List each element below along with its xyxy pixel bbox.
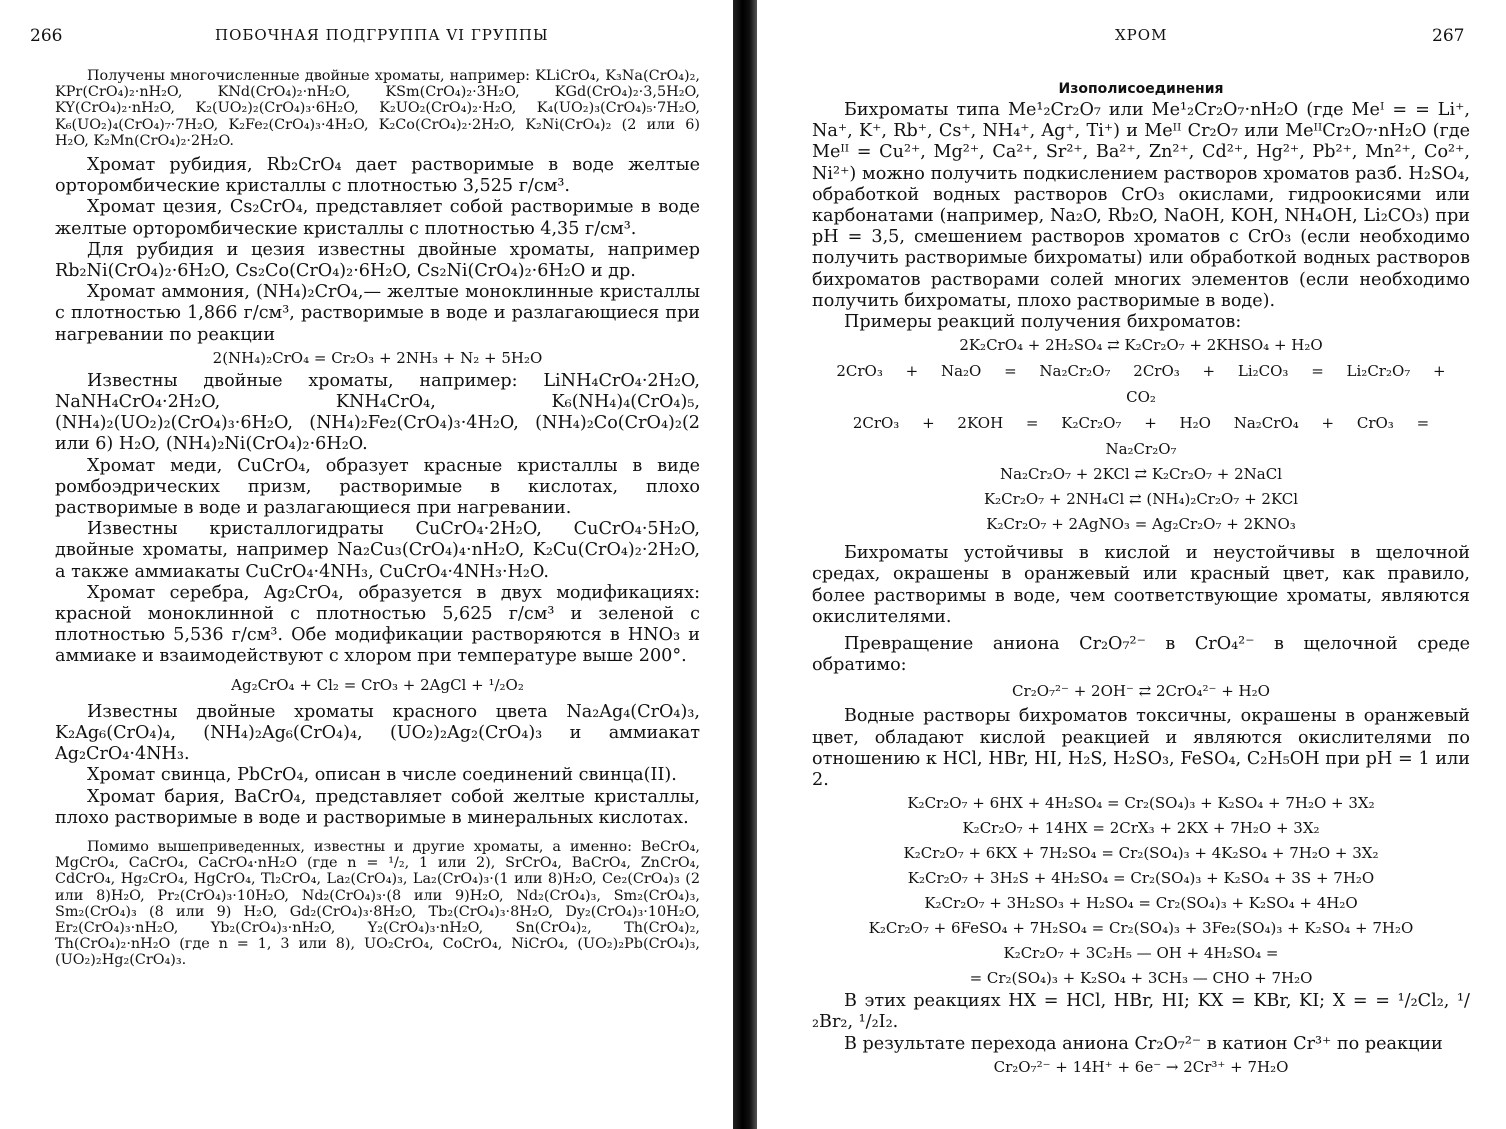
equation: K₂Cr₂O₇ + 6FeSO₄ + 7H₂SO₄ = Cr₂(SO₄)₃ + 3Fe₂(SO₄)₃ + K₂SO₄ + 7H₂O <box>868 919 1414 938</box>
paragraph: Превращение аниона Cr₂O₇²⁻ в CrO₄²⁻ в щелочной среде обратимо: <box>812 634 1470 676</box>
equation: 2CrO₃ + 2KOH = K₂Cr₂O₇ + H₂O <box>852 414 1211 433</box>
equation: K₂Cr₂O₇ + 2AgNO₃ = Ag₂Cr₂O₇ + 2KNO₃ <box>986 515 1296 534</box>
equation: K₂Cr₂O₇ + 3H₂SO₃ + H₂SO₄ = Cr₂(SO₄)₃ + K₂SO₄ + 4H₂O <box>924 894 1358 913</box>
equation: Cr₂O₇²⁻ + 14H⁺ + 6e⁻ → 2Cr³⁺ + 7H₂O <box>993 1057 1289 1076</box>
page-number: 267 <box>1432 26 1465 46</box>
paragraph: Хромат бария, BaCrO₄, представляет собой желтые кристаллы, плохо растворимые в воде и растворимые в минеральных кислотах. <box>55 786 700 828</box>
equation: K₂Cr₂O₇ + 2NH₄Cl ⇄ (NH₄)₂Cr₂O₇ + 2KCl <box>983 490 1299 509</box>
page-number: 266 <box>30 26 63 46</box>
equation-row <box>812 358 1470 410</box>
right-page <box>760 0 1506 1129</box>
paragraph: Хромат меди, CuCrO₄, образует красные кристаллы в виде ромбоэдрических призм, растворимые в кислотах, плохо растворимые в воде и разлагающиеся при нагревании. <box>55 455 700 519</box>
section-title: Изополисоединения <box>1058 81 1224 97</box>
paragraph: Хромат аммония, (NH₄)₂CrO₄,— желтые моноклинные кристаллы с плотностью 1,866 г/см³, растворимые в воде и разлагающиеся при нагревании по реакции <box>55 282 700 345</box>
paragraph: Хромат цезия, Cs₂CrO₄, представляет собой растворимые в воде желтые орторомбические кристаллы с плотностью 4,35 г/см³. <box>55 197 700 239</box>
running-head: ПОБОЧНАЯ ПОДГРУППА VI ГРУППЫ <box>215 26 549 44</box>
paragraph: Примеры реакций получения бихроматов: <box>844 312 1242 333</box>
paragraph: Хромат серебра, Ag₂CrO₄, образуется в двух модификациях: красной моноклинной с плотностью 5,625 г/см³ и зеленой с плотностью 5,536 г/см³. Обе модификации растворяются в HNO₃ и аммиаке и взаимодействуют с хлором при температуре выше 200°. <box>55 582 700 667</box>
paragraph: Хромат свинца, PbCrO₄, описан в числе соединений свинца(II). <box>87 765 677 786</box>
paragraph: Известны двойные хроматы, например: LiNH₄CrO₄·2H₂O, NaNH₄CrO₄·2H₂O, KNH₄CrO₄, K₆(NH₄)₄(CrO₄)₅, (NH₄)₂(UO₂)₂(CrO₄)₃·6H₂O, (NH₄)₂Fe₂(CrO₄)₃·4H₂O, (NH₄)₂Co(CrO₄)₂(2 или 6) H₂O, (NH₄)₂Ni(CrO₄)₂·6H₂O. <box>55 370 700 455</box>
paragraph: В результате перехода аниона Cr₂O₇²⁻ в катион Cr³⁺ по реакции <box>844 1033 1443 1054</box>
equation: = Cr₂(SO₄)₃ + K₂SO₄ + 3CH₃ — CHO + 7H₂O <box>969 969 1313 988</box>
equation: Na₂Cr₂O₇ + 2KCl ⇄ K₂Cr₂O₇ + 2NaCl <box>999 465 1283 484</box>
right-text-block <box>812 78 1470 1080</box>
equation: 2(NH₄)₂CrO₄ = Cr₂O₃ + 2NH₃ + N₂ + 5H₂O <box>212 348 543 367</box>
equation-row <box>812 410 1470 462</box>
equation: 2K₂CrO₄ + 2H₂SO₄ ⇄ K₂Cr₂O₇ + 2KHSO₄ + H₂O <box>959 336 1323 355</box>
paragraph: Известны двойные хроматы красного цвета Na₂Ag₄(CrO₄)₃, K₂Ag₆(CrO₄)₄, (NH₄)₂Ag₆(CrO₄)₄, (UO₂)₂Ag₂(CrO₄)₃ и аммиакат Ag₂CrO₄·4NH₃. <box>55 701 700 765</box>
equation: Cr₂O₇²⁻ + 2OH⁻ ⇄ 2CrO₄²⁻ + H₂O <box>1012 682 1270 701</box>
paragraph: Для рубидия и цезия известны двойные хроматы, например Rb₂Ni(CrO₄)₂·6H₂O, Cs₂Co(CrO₄)₂·6H₂O, Cs₂Ni(CrO₄)₂·6H₂O и др. <box>55 239 700 282</box>
equation: K₂Cr₂O₇ + 6HX + 4H₂SO₄ = Cr₂(SO₄)₃ + K₂SO₄ + 7H₂O + 3X₂ <box>907 794 1375 813</box>
equation: Na₂CrO₄ + CrO₃ = Na₂Cr₂O₇ <box>1105 414 1430 459</box>
paragraph: Известны кристаллогидраты CuCrO₄·2H₂O, CuCrO₄·5H₂O, двойные хроматы, например Na₂Cu₃(CrO₄)₄·nH₂O, K₂Cu(CrO₄)₂·2H₂O, а также аммиакаты CuCrO₄·4NH₃, CuCrO₄·4NH₃·H₂O. <box>55 519 700 582</box>
equation: Ag₂CrO₄ + Cl₂ = CrO₃ + 2AgCl + ¹/₂O₂ <box>231 675 524 694</box>
equation: K₂Cr₂O₇ + 6KX + 7H₂SO₄ = Cr₂(SO₄)₃ + 4K₂SO₄ + 7H₂O + 3X₂ <box>903 844 1379 863</box>
paragraph: Помимо вышеприведенных, известны и другие хроматы, а именно: BeCrO₄, MgCrO₄, CaCrO₄, CaCrO₄·nH₂O (где n = ¹/₂, 1 или 2), SrCrO₄, BaCrO₄, ZnCrO₄, CdCrO₄, Hg₂CrO₄, HgCrO₄, Tl₂CrO₄, La₂(CrO₄)₃, La₂(CrO₄)₃·(1 или 8)H₂O, Ce₂(CrO₄)₃ (2 или 8)H₂O, Pr₂(CrO₄)₃·10H₂O, Nd₂(CrO₄)₃·(8 или 9)H₂O, Nd₂(CrO₄)₃, Sm₂(CrO₄)₃, Sm₂(CrO₄)₃ (8 или 9) H₂O, Gd₂(CrO₄)₃·8H₂O, Tb₂(CrO₄)₃·8H₂O, Dy₂(CrO₄)₃·10H₂O, Er₂(CrO₄)₃·nH₂O, Yb₂(CrO₄)₃·nH₂O, Y₂(CrO₄)₃·nH₂O, Sn(CrO₄)₂, Th(CrO₄)₂, Th(CrO₄)₂·nH₂O (где n = 1, 3 или 8), UO₂CrO₄, CoCrO₄, NiCrO₄, (UO₂)₂Pb(CrO₄)₃, (UO₂)₂Hg₂(CrO₄)₃. <box>55 838 700 969</box>
paragraph: Бихроматы типа Me¹₂Cr₂O₇ или Me¹₂Cr₂O₇·nH₂O (где Meᴵ = = Li⁺, Na⁺, K⁺, Rb⁺, Cs⁺, NH₄⁺, Ag⁺, Ti⁺) и Meᴵᴵ Cr₂O₇ или MeᴵᴵCr₂O₇·nH₂O (где Meᴵᴵ = Cu²⁺, Mg²⁺, Ca²⁺, Sr²⁺, Ba²⁺, Zn²⁺, Cd²⁺, Hg²⁺, Pb²⁺, Mn²⁺, Co²⁺, Ni²⁺) можно получить подкислением растворов хроматов разб. H₂SO₄, обработкой водных растворов CrO₃ окислами, гидроокисями или карбонатами (например, Na₂O, Rb₂O, NaOH, KOH, NH₄OH, Li₂CO₃) при pH = 3,5, смешением растворов хроматов с CrO₃ (если необходимо получить растворимые бихроматы) или обработкой водных растворов бихроматов растворами солей многих элементов (если необходимо получить бихроматы, плохо растворимые в воде). <box>812 100 1470 311</box>
equation: K₂Cr₂O₇ + 14HX = 2CrX₃ + 2KX + 7H₂O + 3X₂ <box>962 819 1320 838</box>
equation: 2CrO₃ + Na₂O = Na₂Cr₂O₇ <box>836 362 1111 381</box>
paragraph: Получены многочисленные двойные хроматы, например: KLiCrO₄, K₃Na(CrO₄)₂, KPr(CrO₄)₂·nH₂O, KNd(CrO₄)₂·nH₂O, KSm(CrO₄)₂·3H₂O, KGd(CrO₄)₂·3,5H₂O, KY(CrO₄)₂·nH₂O, K₂(UO₂)₂(CrO₄)₃·6H₂O, K₂UO₂(CrO₄)₂·H₂O, K₄(UO₂)₃(CrO₄)₅·7H₂O, K₆(UO₂)₄(CrO₄)₇·7H₂O, K₂Fe₂(CrO₄)₃·4H₂O, K₂Co(CrO₄)₂·2H₂O, K₂Ni(CrO₄)₂ (2 или 6) H₂O, K₂Mn(CrO₄)₂·2H₂O. <box>55 68 700 149</box>
book-gutter <box>733 0 757 1129</box>
equation: 2CrO₃ + Li₂CO₃ = Li₂Cr₂O₇ + CO₂ <box>1126 362 1446 407</box>
left-page <box>0 0 735 1129</box>
equation: K₂Cr₂O₇ + 3C₂H₅ — OH + 4H₂SO₄ = <box>1003 944 1279 963</box>
left-text-block <box>55 68 700 969</box>
equation: K₂Cr₂O₇ + 3H₂S + 4H₂SO₄ = Cr₂(SO₄)₃ + K₂SO₄ + 3S + 7H₂O <box>907 869 1375 888</box>
paragraph: В этих реакциях HX = HCl, HBr, HI; KX = KBr, KI; X = = ¹/₂Cl₂, ¹/₂Br₂, ¹/₂I₂. <box>812 991 1470 1033</box>
running-head: ХРОМ <box>1115 26 1168 44</box>
paragraph: Бихроматы устойчивы в кислой и неустойчивы в щелочной средах, окрашены в оранжевый или красный цвет, как правило, более растворимы в воде, чем соответствующие хроматы, являются окислителями. <box>812 543 1470 627</box>
paragraph: Хромат рубидия, Rb₂CrO₄ дает растворимые в воде желтые орторомбические кристаллы с плотностью 3,525 г/см³. <box>55 155 700 197</box>
paragraph: Водные растворы бихроматов токсичны, окрашены в оранжевый цвет, обладают кислой реакцией и являются окислителями по отношению к HCl, HBr, HI, H₂S, H₂SO₃, FeSO₄, C₂H₅OH при pH = 1 или 2. <box>812 706 1470 791</box>
